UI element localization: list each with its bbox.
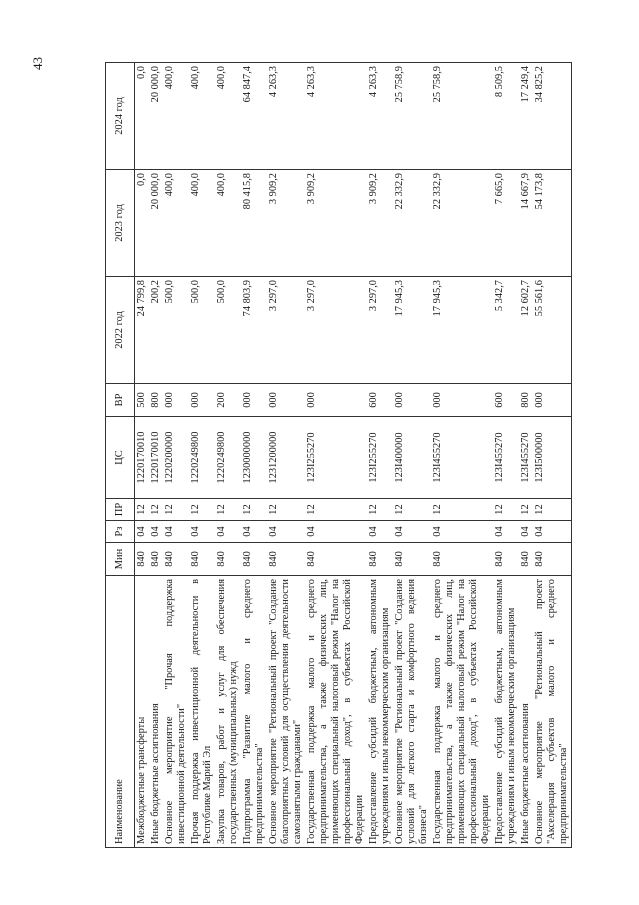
table-row (431, 63, 493, 848)
cell-cs: 123I255270 (305, 417, 367, 499)
cell-min: 840 (493, 543, 519, 576)
table-row (163, 63, 189, 848)
table-row (493, 63, 519, 848)
cell-rz: 04 (367, 521, 393, 543)
table-row (393, 63, 431, 848)
cell-y2022: 74 803,9 (241, 277, 267, 384)
cell-pr: 12 (215, 499, 241, 521)
cell-y2024: 64 847,4 (241, 63, 267, 170)
table-header-row (106, 63, 135, 848)
cell-pr: 12 (367, 499, 393, 521)
cell-rz: 04 (533, 521, 572, 543)
cell-cs: 1231200000 (267, 417, 305, 499)
cell-y2024: 400,0 (215, 63, 241, 170)
header-rz: Рз (106, 521, 135, 543)
cell-vr: 000 (241, 384, 267, 417)
cell-name: Закупка товаров, работ и услуг для обеспечения государственных (муниципальных) нужд (215, 576, 241, 848)
cell-pr: 12 (519, 499, 533, 521)
cell-rz: 04 (135, 521, 150, 543)
cell-vr: 000 (163, 384, 189, 417)
cell-min: 840 (135, 543, 150, 576)
cell-vr: 600 (367, 384, 393, 417)
cell-pr: 12 (493, 499, 519, 521)
cell-rz: 04 (241, 521, 267, 543)
cell-y2024: 8 509,5 (493, 63, 519, 170)
cell-pr: 12 (189, 499, 215, 521)
cell-y2023: 22 332,9 (431, 170, 493, 277)
cell-y2024: 25 758,9 (393, 63, 431, 170)
cell-y2022: 500,0 (189, 277, 215, 384)
cell-cs: 1220170010 (149, 417, 163, 499)
cell-vr: 000 (393, 384, 431, 417)
cell-y2022: 3 297,0 (267, 277, 305, 384)
cell-rz: 04 (163, 521, 189, 543)
cell-cs: 1230000000 (241, 417, 267, 499)
cell-cs: 123I455270 (519, 417, 533, 499)
cell-vr: 000 (431, 384, 493, 417)
cell-y2022: 200,2 (149, 277, 163, 384)
table-body (135, 63, 572, 848)
cell-cs: 1220249800 (189, 417, 215, 499)
cell-name: Подпрограмма "Развитие малого и среднего предпринимательства" (241, 576, 267, 848)
cell-y2024: 4 263,3 (267, 63, 305, 170)
cell-pr: 12 (431, 499, 493, 521)
header-2024: 2024 год (106, 63, 135, 170)
cell-name: Иные бюджетные ассигнования (519, 576, 533, 848)
cell-rz: 04 (519, 521, 533, 543)
cell-y2022: 24 799,8 (135, 277, 150, 384)
cell-name: Основное мероприятие "Прочая поддержка инвестиционной деятельности" (163, 576, 189, 848)
cell-rz: 04 (215, 521, 241, 543)
cell-vr: 200 (215, 384, 241, 417)
cell-name: Основное мероприятие "Региональный проект "Создание благоприятных условий для осуществления деятельности самозанятыми гражданами" (267, 576, 305, 848)
cell-y2023: 400,0 (163, 170, 189, 277)
table-row (149, 63, 163, 848)
cell-rz: 04 (431, 521, 493, 543)
cell-y2024: 17 249,4 (519, 63, 533, 170)
cell-name: Межбюджетные трансферты (135, 576, 150, 848)
cell-name: Предоставление субсидий бюджетным, автономным учреждениям и иным некоммерческим организациям (367, 576, 393, 848)
cell-cs: 123I400000 (393, 417, 431, 499)
cell-y2024: 400,0 (163, 63, 189, 170)
cell-name: Основное мероприятие "Региональный проект "Создание условий для легкого старта и комфортного ведения бизнеса" (393, 576, 431, 848)
cell-y2024: 0,0 (135, 63, 150, 170)
cell-y2022: 55 561,6 (533, 277, 572, 384)
cell-cs: 123I255270 (367, 417, 393, 499)
cell-y2023: 400,0 (189, 170, 215, 277)
table-row (135, 63, 150, 848)
cell-y2023: 3 909,2 (267, 170, 305, 277)
cell-name: Иные бюджетные ассигнования (149, 576, 163, 848)
cell-pr: 12 (163, 499, 189, 521)
table-row (305, 63, 367, 848)
cell-y2024: 34 825,2 (533, 63, 572, 170)
header-vr: ВР (106, 384, 135, 417)
cell-min: 840 (215, 543, 241, 576)
table-row (215, 63, 241, 848)
cell-rz: 04 (305, 521, 367, 543)
rotated-table-container (105, 62, 572, 848)
cell-y2024: 4 263,3 (367, 63, 393, 170)
cell-rz: 04 (189, 521, 215, 543)
budget-table (105, 62, 572, 848)
cell-vr: 800 (519, 384, 533, 417)
cell-cs: 1220170010 (135, 417, 150, 499)
cell-min: 840 (431, 543, 493, 576)
cell-y2024: 20 000,0 (149, 63, 163, 170)
cell-y2023: 80 415,8 (241, 170, 267, 277)
cell-vr: 800 (149, 384, 163, 417)
cell-y2022: 3 297,0 (305, 277, 367, 384)
cell-min: 840 (305, 543, 367, 576)
cell-y2022: 3 297,0 (367, 277, 393, 384)
cell-pr: 12 (135, 499, 150, 521)
cell-y2023: 22 332,9 (393, 170, 431, 277)
cell-y2024: 4 263,3 (305, 63, 367, 170)
table-row (241, 63, 267, 848)
cell-cs: 123I455270 (493, 417, 519, 499)
cell-name: Предоставление субсидий бюджетным, автономным учреждениям и иным некоммерческим организациям (493, 576, 519, 848)
cell-min: 840 (519, 543, 533, 576)
cell-rz: 04 (393, 521, 431, 543)
cell-y2022: 17 945,3 (431, 277, 493, 384)
cell-name: Государственная поддержка малого и среднего предпринимательства, а также физических лиц, применяющих специальный налоговый режим "Налог на профессиональный доход", в субъектах Российской Федерации (431, 576, 493, 848)
cell-pr: 12 (149, 499, 163, 521)
cell-cs: 1220249800 (215, 417, 241, 499)
header-min: Мин (106, 543, 135, 576)
cell-cs: 123I455270 (431, 417, 493, 499)
cell-vr: 500 (135, 384, 150, 417)
cell-y2023: 0,0 (135, 170, 150, 277)
cell-vr: 000 (533, 384, 572, 417)
cell-y2022: 17 945,3 (393, 277, 431, 384)
cell-cs: 1220200000 (163, 417, 189, 499)
header-cs: ЦС (106, 417, 135, 499)
cell-y2023: 20 000,0 (149, 170, 163, 277)
cell-vr: 000 (267, 384, 305, 417)
cell-y2022: 500,0 (163, 277, 189, 384)
cell-y2024: 400,0 (189, 63, 215, 170)
cell-y2022: 5 342,7 (493, 277, 519, 384)
cell-min: 840 (533, 543, 572, 576)
cell-min: 840 (267, 543, 305, 576)
cell-name: Государственная поддержка малого и среднего предпринимательства, а также физических лиц, применяющих специальный налоговый режим "Налог на профессиональный доход", в субъектах Российской Федерации (305, 576, 367, 848)
table-row (533, 63, 572, 848)
cell-pr: 12 (305, 499, 367, 521)
cell-y2023: 400,0 (215, 170, 241, 277)
cell-min: 840 (149, 543, 163, 576)
cell-y2024: 25 758,9 (431, 63, 493, 170)
header-2023: 2023 год (106, 170, 135, 277)
cell-y2023: 14 667,9 (519, 170, 533, 277)
cell-rz: 04 (267, 521, 305, 543)
cell-min: 840 (393, 543, 431, 576)
cell-name: Прочая поддержка инвестиционной деятельности в Республике Марий Эл (189, 576, 215, 848)
cell-y2023: 54 173,8 (533, 170, 572, 277)
cell-y2023: 3 909,2 (305, 170, 367, 277)
cell-min: 840 (163, 543, 189, 576)
cell-y2022: 12 602,7 (519, 277, 533, 384)
cell-pr: 12 (533, 499, 572, 521)
cell-rz: 04 (149, 521, 163, 543)
header-2022: 2022 год (106, 277, 135, 384)
page-number: 43 (30, 57, 45, 70)
cell-min: 840 (241, 543, 267, 576)
cell-pr: 12 (393, 499, 431, 521)
cell-min: 840 (189, 543, 215, 576)
table-row (519, 63, 533, 848)
cell-name: Основное мероприятие "Региональный проект "Акселерация субъектов малого и среднего предпринимательства" (533, 576, 572, 848)
cell-pr: 12 (241, 499, 267, 521)
cell-rz: 04 (493, 521, 519, 543)
table-row (367, 63, 393, 848)
cell-vr: 000 (189, 384, 215, 417)
cell-pr: 12 (267, 499, 305, 521)
cell-vr: 000 (305, 384, 367, 417)
table-row (267, 63, 305, 848)
cell-vr: 600 (493, 384, 519, 417)
cell-min: 840 (367, 543, 393, 576)
table-row (189, 63, 215, 848)
header-name: Наименование (106, 576, 135, 848)
header-pr: ПР (106, 499, 135, 521)
cell-cs: 123I500000 (533, 417, 572, 499)
cell-y2023: 7 665,0 (493, 170, 519, 277)
cell-y2022: 500,0 (215, 277, 241, 384)
cell-y2023: 3 909,2 (367, 170, 393, 277)
